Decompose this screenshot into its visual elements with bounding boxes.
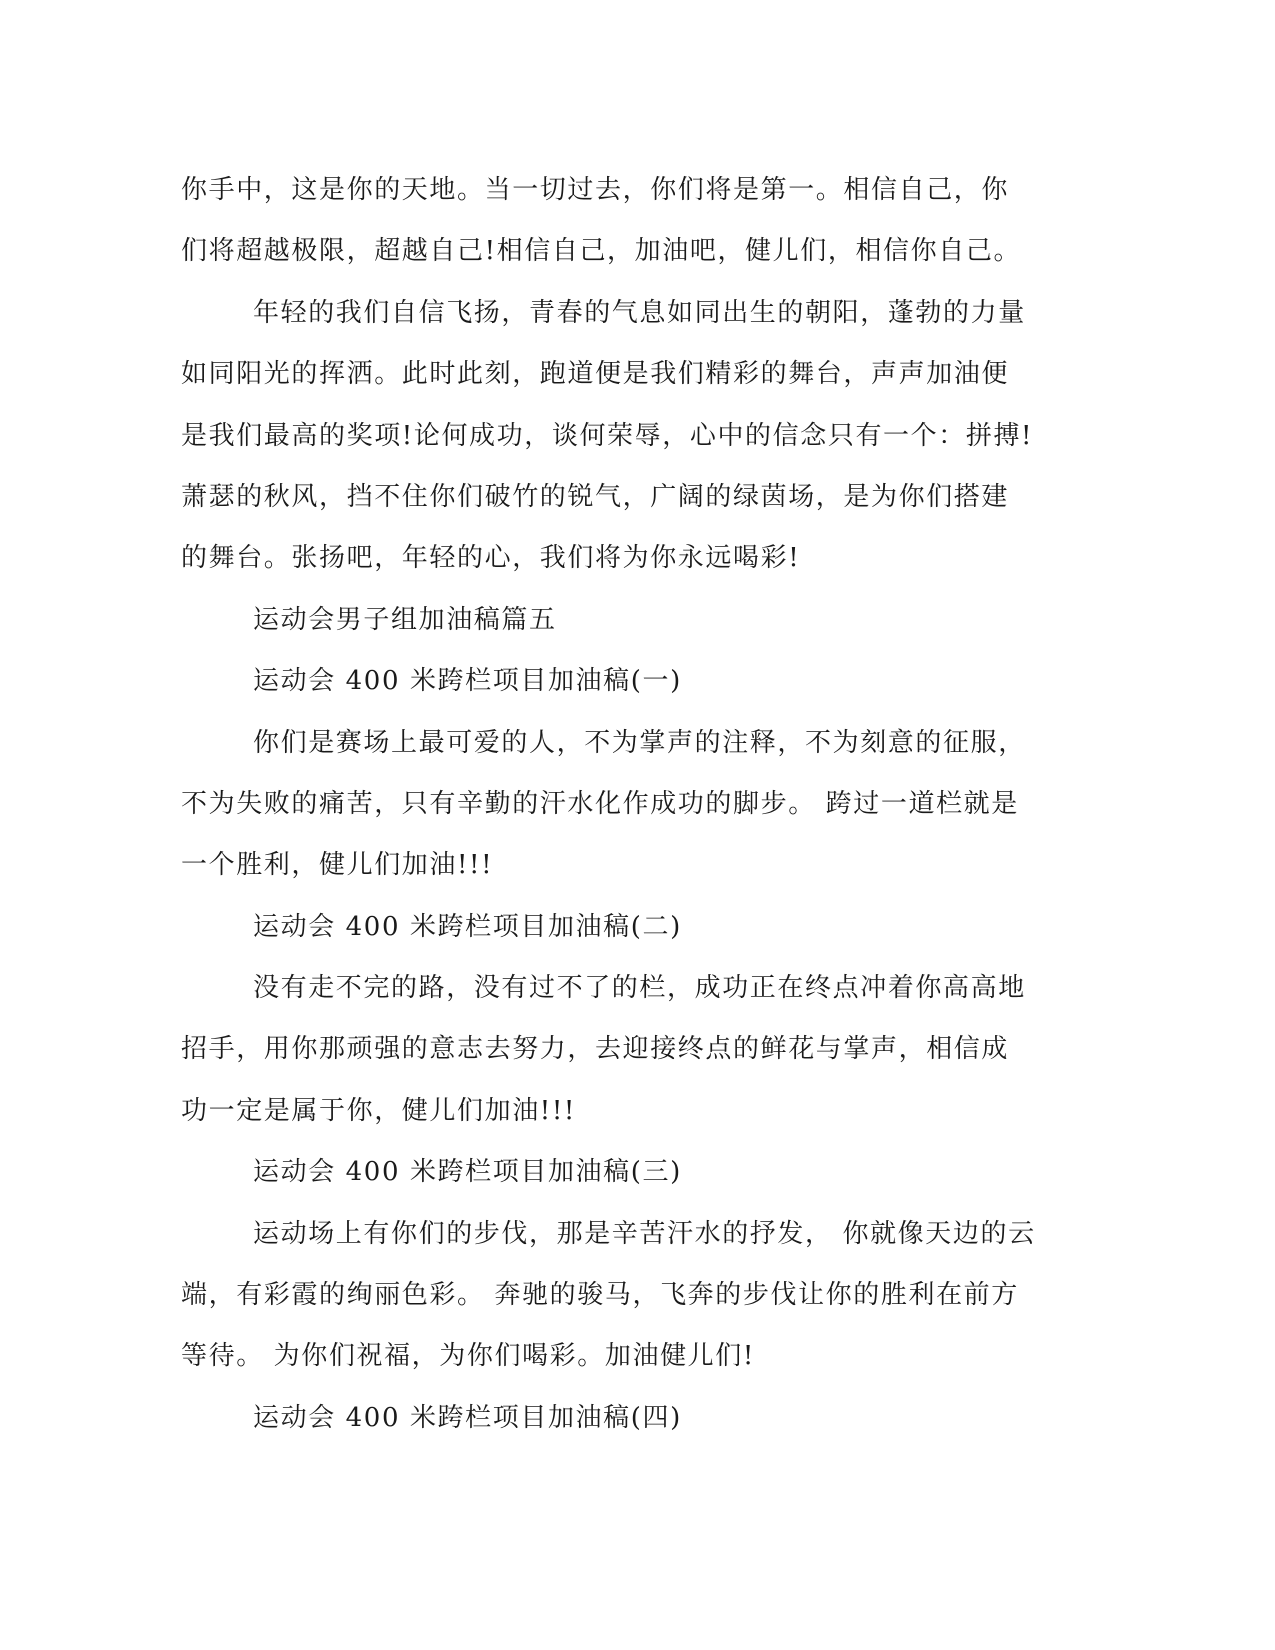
text-line-16: 功一定是属于你，健儿们加油!!! xyxy=(181,1095,576,1126)
text-line-2: 们将超越极限，超越自己!相信自己，加油吧，健儿们，相信你自己。 xyxy=(181,236,1022,267)
text-line-6: 萧瑟的秋风，挡不住你们破竹的锐气，广阔的绿茵场，是为你们搭建 xyxy=(181,481,1010,512)
text-line-15: 招手，用你那顽强的意志去努力，去迎接终点的鲜花与掌声，相信成 xyxy=(181,1034,1010,1065)
text-line-12: 一个胜利，健儿们加油!!! xyxy=(181,850,494,881)
text-line-18: 运动场上有你们的步伐，那是辛苦汗水的抒发， 你就像天边的云 xyxy=(253,1218,1036,1249)
subheading-1: 运动会 400 米跨栏项目加油稿(一) xyxy=(253,666,682,697)
text-line-3: 年轻的我们自信飞扬，青春的气息如同出生的朝阳，蓬勃的力量 xyxy=(253,297,1026,328)
subheading-3: 运动会 400 米跨栏项目加油稿(三) xyxy=(253,1157,682,1188)
text-line-19: 端，有彩霞的绚丽色彩。 奔驰的骏马，飞奔的步伐让你的胜利在前方 xyxy=(181,1280,1019,1311)
text-line-10: 你们是赛场上最可爱的人，不为掌声的注释，不为刻意的征服， xyxy=(253,727,1026,758)
text-line-20: 等待。 为你们祝福，为你们喝彩。加油健儿们! xyxy=(181,1341,755,1372)
text-line-7: 的舞台。张扬吧，年轻的心，我们将为你永远喝彩! xyxy=(181,543,801,574)
text-line-11: 不为失败的痛苦，只有辛勤的汗水化作成功的脚步。 跨过一道栏就是 xyxy=(181,788,1019,819)
subheading-4: 运动会 400 米跨栏项目加油稿(四) xyxy=(253,1402,682,1433)
document-body xyxy=(181,160,1051,1449)
text-line-5: 是我们最高的奖项!论何成功，谈何荣辱，心中的信念只有一个：拼搏! xyxy=(181,420,1034,451)
subheading-2: 运动会 400 米跨栏项目加油稿(二) xyxy=(253,911,682,942)
text-line-14: 没有走不完的路，没有过不了的栏，成功正在终点冲着你高高地 xyxy=(253,973,1026,1004)
section-heading-5: 运动会男子组加油稿篇五 xyxy=(253,604,557,635)
text-line-1: 你手中，这是你的天地。当一切过去，你们将是第一。相信自己，你 xyxy=(181,175,1010,205)
text-line-4: 如同阳光的挥洒。此时此刻，跑道便是我们精彩的舞台，声声加油便 xyxy=(181,359,1010,390)
